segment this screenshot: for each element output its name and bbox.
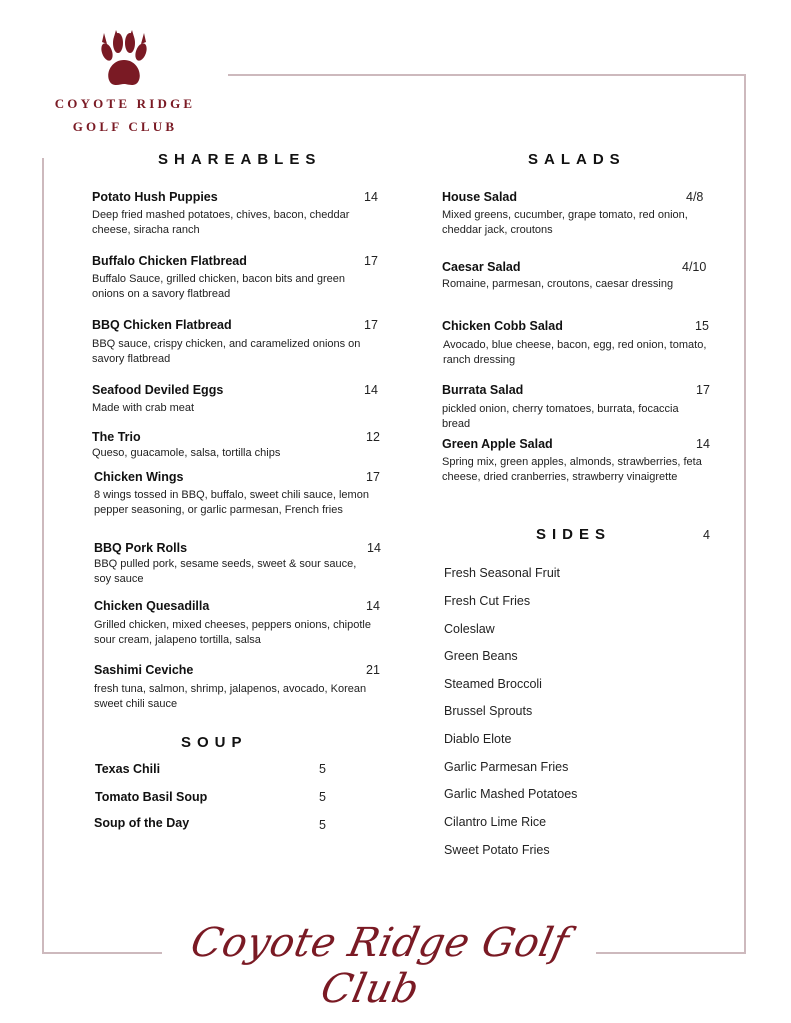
- menu-item-price: 4/10: [682, 260, 707, 274]
- menu-item-description: pickled onion, cherry tomatoes, burrata, focaccia bread: [442, 403, 679, 430]
- menu-item-price: 17: [696, 383, 710, 397]
- side-item: Garlic Mashed Potatoes: [444, 787, 578, 801]
- menu-item-name: Tomato Basil Soup: [95, 790, 208, 804]
- menu-item-description: Made with crab meat: [92, 402, 195, 414]
- menu-item-name: Green Apple Salad: [442, 437, 553, 451]
- frame-left-line: [42, 158, 44, 954]
- menu-item-description: Spring mix, green apples, almonds, strawberries, feta cheese, dried cranberries, strawberry vinaigrette: [442, 456, 702, 483]
- menu-item-name: Seafood Deviled Eggs: [92, 383, 224, 397]
- menu-item-description: BBQ sauce, crispy chicken, and caramelized onions on savory flatbread: [92, 338, 361, 365]
- menu-item-name: Sashimi Ceviche: [94, 663, 194, 677]
- side-item: Diablo Elote: [444, 732, 512, 746]
- frame-right-line: [744, 74, 746, 954]
- menu-item-description: 8 wings tossed in BBQ, buffalo, sweet chili sauce, lemon pepper seasoning, or garlic parmesan, French fries: [94, 489, 369, 516]
- shareables-heading: SHAREABLES: [158, 151, 322, 168]
- menu-item-name: Burrata Salad: [442, 383, 524, 397]
- menu-item-description: fresh tuna, salmon, shrimp, jalapenos, avocado, Korean sweet chili sauce: [94, 683, 367, 710]
- menu-item-description: Avocado, blue cheese, bacon, egg, red onion, tomato, ranch dressing: [443, 339, 707, 366]
- menu-item-description: Deep fried mashed potatoes, chives, bacon, cheddar cheese, siracha ranch: [92, 209, 350, 236]
- menu-item-price: 17: [366, 470, 380, 484]
- frame-bottom-right-line: [596, 952, 746, 954]
- menu-item-price: 14: [367, 541, 381, 555]
- menu-item-name: BBQ Chicken Flatbread: [92, 318, 232, 332]
- menu-item-price: 17: [364, 254, 378, 268]
- side-item: Fresh Seasonal Fruit: [444, 566, 561, 580]
- menu-item-price: 12: [366, 430, 380, 444]
- menu-item-name: BBQ Pork Rolls: [94, 541, 188, 555]
- logo-name-line1: COYOTE RIDGE: [54, 96, 196, 111]
- menu-item-price: 5: [319, 790, 326, 804]
- side-item: Green Beans: [444, 649, 518, 663]
- menu-item-price: 17: [364, 318, 378, 332]
- menu-item-price: 5: [319, 762, 326, 776]
- menu-item-name: Chicken Quesadilla: [94, 599, 210, 613]
- soup-heading: SOUP: [181, 734, 248, 751]
- menu-item-name: Texas Chili: [95, 762, 161, 776]
- side-item: Brussel Sprouts: [444, 704, 533, 718]
- salads-heading: SALADS: [528, 151, 626, 168]
- menu-item-price: 14: [364, 383, 378, 397]
- menu-item-name: Soup of the Day: [94, 816, 190, 830]
- menu-item-price: 15: [695, 319, 709, 333]
- menu-item-description: Grilled chicken, mixed cheeses, peppers onions, chipotle sour cream, jalapeno tortilla, salsa: [94, 619, 371, 646]
- frame-bottom-left-line: [42, 952, 162, 954]
- side-item: Cilantro Lime Rice: [444, 815, 547, 829]
- menu-item-name: The Trio: [92, 430, 141, 444]
- menu-item-description: Buffalo Sauce, grilled chicken, bacon bits and green onions on a savory flatbread: [92, 273, 345, 300]
- menu-item-name: House Salad: [442, 190, 518, 204]
- logo-name-line2: GOLF CLUB: [72, 119, 178, 134]
- menu-item-name: Chicken Wings: [94, 470, 184, 484]
- side-item: Steamed Broccoli: [444, 677, 542, 691]
- menu-item-description: BBQ pulled pork, sesame seeds, sweet & sour sauce, soy sauce: [94, 558, 357, 585]
- menu-item-price: 14: [696, 437, 710, 451]
- menu-item-description: Romaine, parmesan, croutons, caesar dressing: [442, 278, 674, 290]
- menu-item-name: Chicken Cobb Salad: [442, 319, 563, 333]
- menu-item-price: 4/8: [686, 190, 704, 204]
- sides-price: 4: [703, 528, 710, 542]
- menu-item-name: Buffalo Chicken Flatbread: [92, 254, 247, 268]
- sides-heading: SIDES: [536, 526, 612, 543]
- side-item: Coleslaw: [444, 622, 495, 636]
- paw-print-icon: [96, 30, 152, 90]
- menu-item-price: 5: [319, 818, 326, 832]
- menu-item-price: 14: [366, 599, 380, 613]
- side-item: Garlic Parmesan Fries: [444, 760, 569, 774]
- menu-item-name: Caesar Salad: [442, 260, 521, 274]
- frame-top-line: [228, 74, 746, 76]
- menu-item-price: 21: [366, 663, 380, 677]
- side-item: Sweet Potato Fries: [444, 843, 550, 857]
- menu-item-description: Mixed greens, cucumber, grape tomato, red onion, cheddar jack, croutons: [442, 209, 688, 236]
- menu-item-description: Queso, guacamole, salsa, tortilla chips: [92, 447, 281, 459]
- menu-item-price: 14: [364, 190, 378, 204]
- side-item: Fresh Cut Fries: [444, 594, 531, 608]
- menu-item-name: Potato Hush Puppies: [92, 190, 218, 204]
- club-signature: Coyote Ridge Golf Club: [186, 920, 574, 1012]
